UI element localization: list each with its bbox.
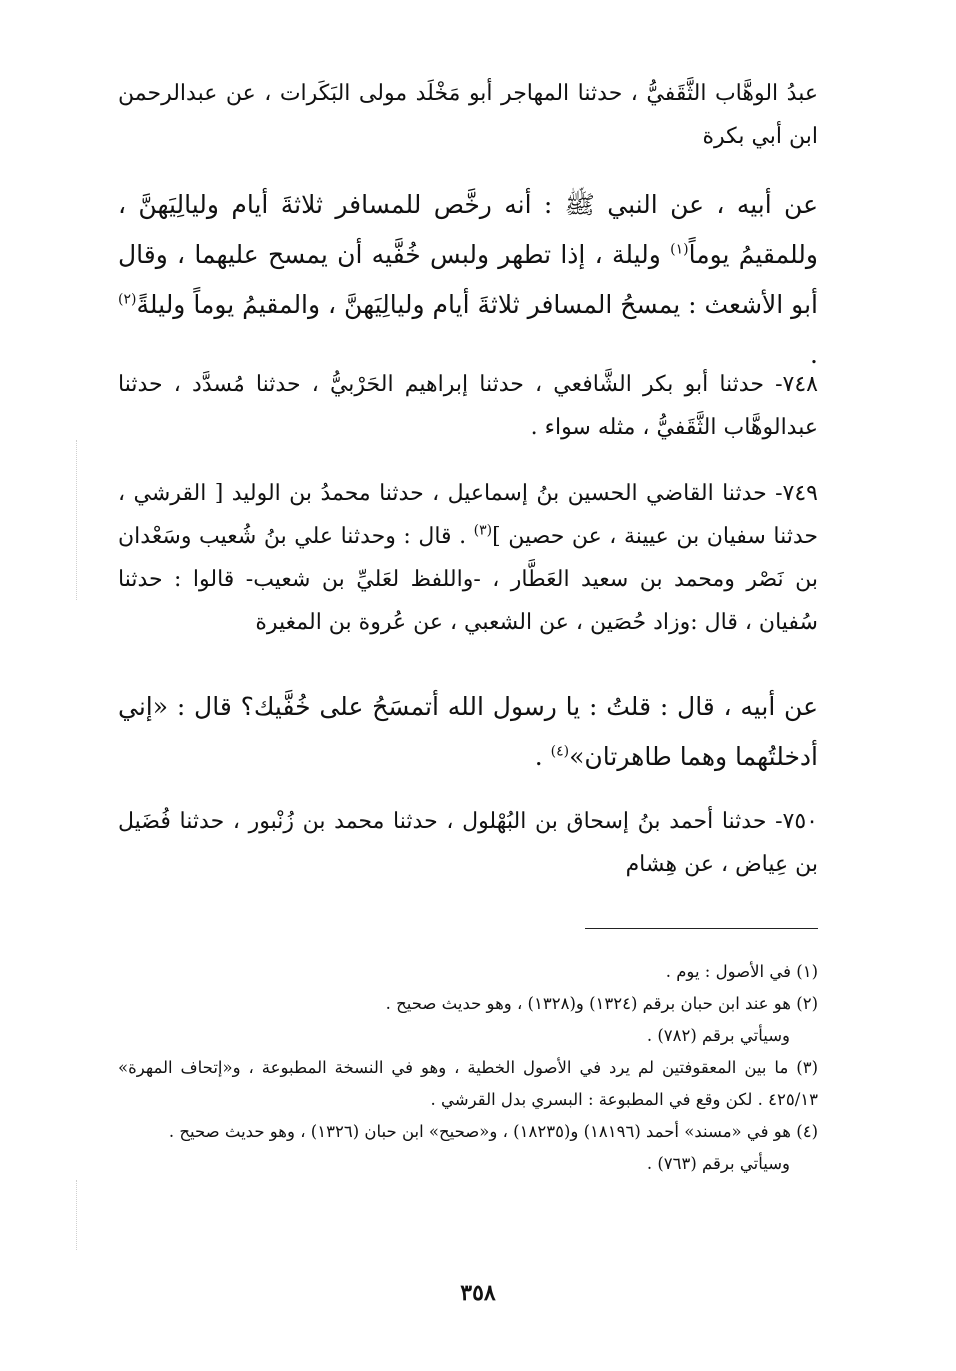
paragraph-text: عبدُ الوهَّاب الثَّقَفيُّ ، حدثنا المهاجر أبو مَخْلَد مولى البَكَرات ، عن عبدالرحمن ابن أبي بكرة: [118, 81, 818, 149]
footnote-marker: (٤): [550, 743, 570, 760]
isnad-750: [118, 800, 818, 886]
footnote: (٣) ما بين المعقوفتين لم يرد في الأصول الخطية ، وهو في النسخة المطبوعة ، و«إتحاف المهرة» ٤٢٥/١٣ . لكن وقع في المطبوعة : البسري بدل القرشي .: [118, 1058, 818, 1109]
hadith-text-part: .: [810, 340, 818, 369]
footnote-separator: [585, 928, 818, 929]
footnote-marker: (٣): [473, 522, 493, 539]
hadith-text-part: وليلة ، إذا تطهر ولبس خُفَّيه أن يمسح عليهما ، وقال أبو الأشعث : يمسحُ المسافر ثلاثةَ أيام وليالِيَهنَّ ، والمقيمُ يوماً وليلةً: [118, 240, 818, 319]
paragraph-text-part: . قال : وحدثنا علي بنُ شُعيب وسَعْدان بن نَصْر ومحمد بن سعيد العَطَّار ، -واللفظ لعَليِّ بن شعيب- قالوا : حدثنا سُفيان ، قال :وزاد حُصَين ، عن الشعبي ، عن عُروة بن المغيرة: [118, 524, 818, 635]
paragraph-text: [118, 472, 818, 644]
footnotes: [118, 956, 818, 1180]
isnad-748: [118, 363, 818, 449]
hadith-text-part: عن أبيه ، قال : قلتُ : يا رسول الله أتمسَحُ على خُفَّيك؟ قال : «إني أدخلتُهما وهما طاهرتان»: [118, 692, 818, 771]
footnote: (٤) هو في «مسند» أحمد (١٨١٩٦) و(١٨٢٣٥) ، و«صحيح» ابن حبان (١٣٢٦) ، وهو حديث صحيح .: [168, 1122, 818, 1141]
hadith-text-part: عن أبيه ، عن النبي ﷺ : أنه رخَّص للمسافر ثلاثةَ أيام وليالِيَهنَّ ، وللمقيمُ يوماً: [118, 190, 818, 269]
hadith-749: [118, 682, 818, 782]
paragraph-text: ٧٤٨- حدثنا أبو بكر الشَّافعي ، حدثنا إبراهيم الحَرْبيُّ ، حدثنا مُسدَّد ، حدثنا عبدالوهَّاب الثَّقَفيُّ ، مثله سواء .: [118, 372, 818, 440]
margin-dots: [76, 440, 77, 600]
paragraph-text-part: ٧٤٩- حدثنا القاضي الحسين بنُ إسماعيل ، حدثنا محمدُ بن الوليد [ القرشي ، حدثنا سفيان بن عيينة ، عن حصين ]: [118, 481, 818, 549]
hadith-text: [118, 180, 818, 380]
footnote: (٢) هو عند ابن حبان برقم (١٣٢٤) و(١٣٢٨) ، وهو حديث صحيح .: [385, 994, 818, 1013]
hadith-text-part: .: [534, 742, 551, 771]
hadith-747: [118, 180, 818, 380]
footnote: (١) في الأصول : يوم .: [665, 962, 818, 981]
paragraph-text: ٧٥٠- حدثنا أحمد بنُ إسحاق بن البُهْلول ، حدثنا محمد بن زُنْبور ، حدثنا فُضَيل بن عِياض ، عن هِشام: [118, 809, 818, 877]
margin-dots: [76, 1180, 77, 1250]
paragraph-1: [118, 72, 818, 158]
footnote-continuation: وسيأتي برقم (٧٦٣) .: [646, 1154, 790, 1173]
isnad-749: [118, 472, 818, 644]
footnote-continuation: وسيأتي برقم (٧٨٢) .: [646, 1026, 790, 1045]
footnote-marker: (١): [670, 241, 689, 258]
footnote-marker: (٢): [118, 291, 137, 308]
hadith-text: [118, 682, 818, 782]
page-number: ٣٥٨: [460, 1280, 496, 1306]
